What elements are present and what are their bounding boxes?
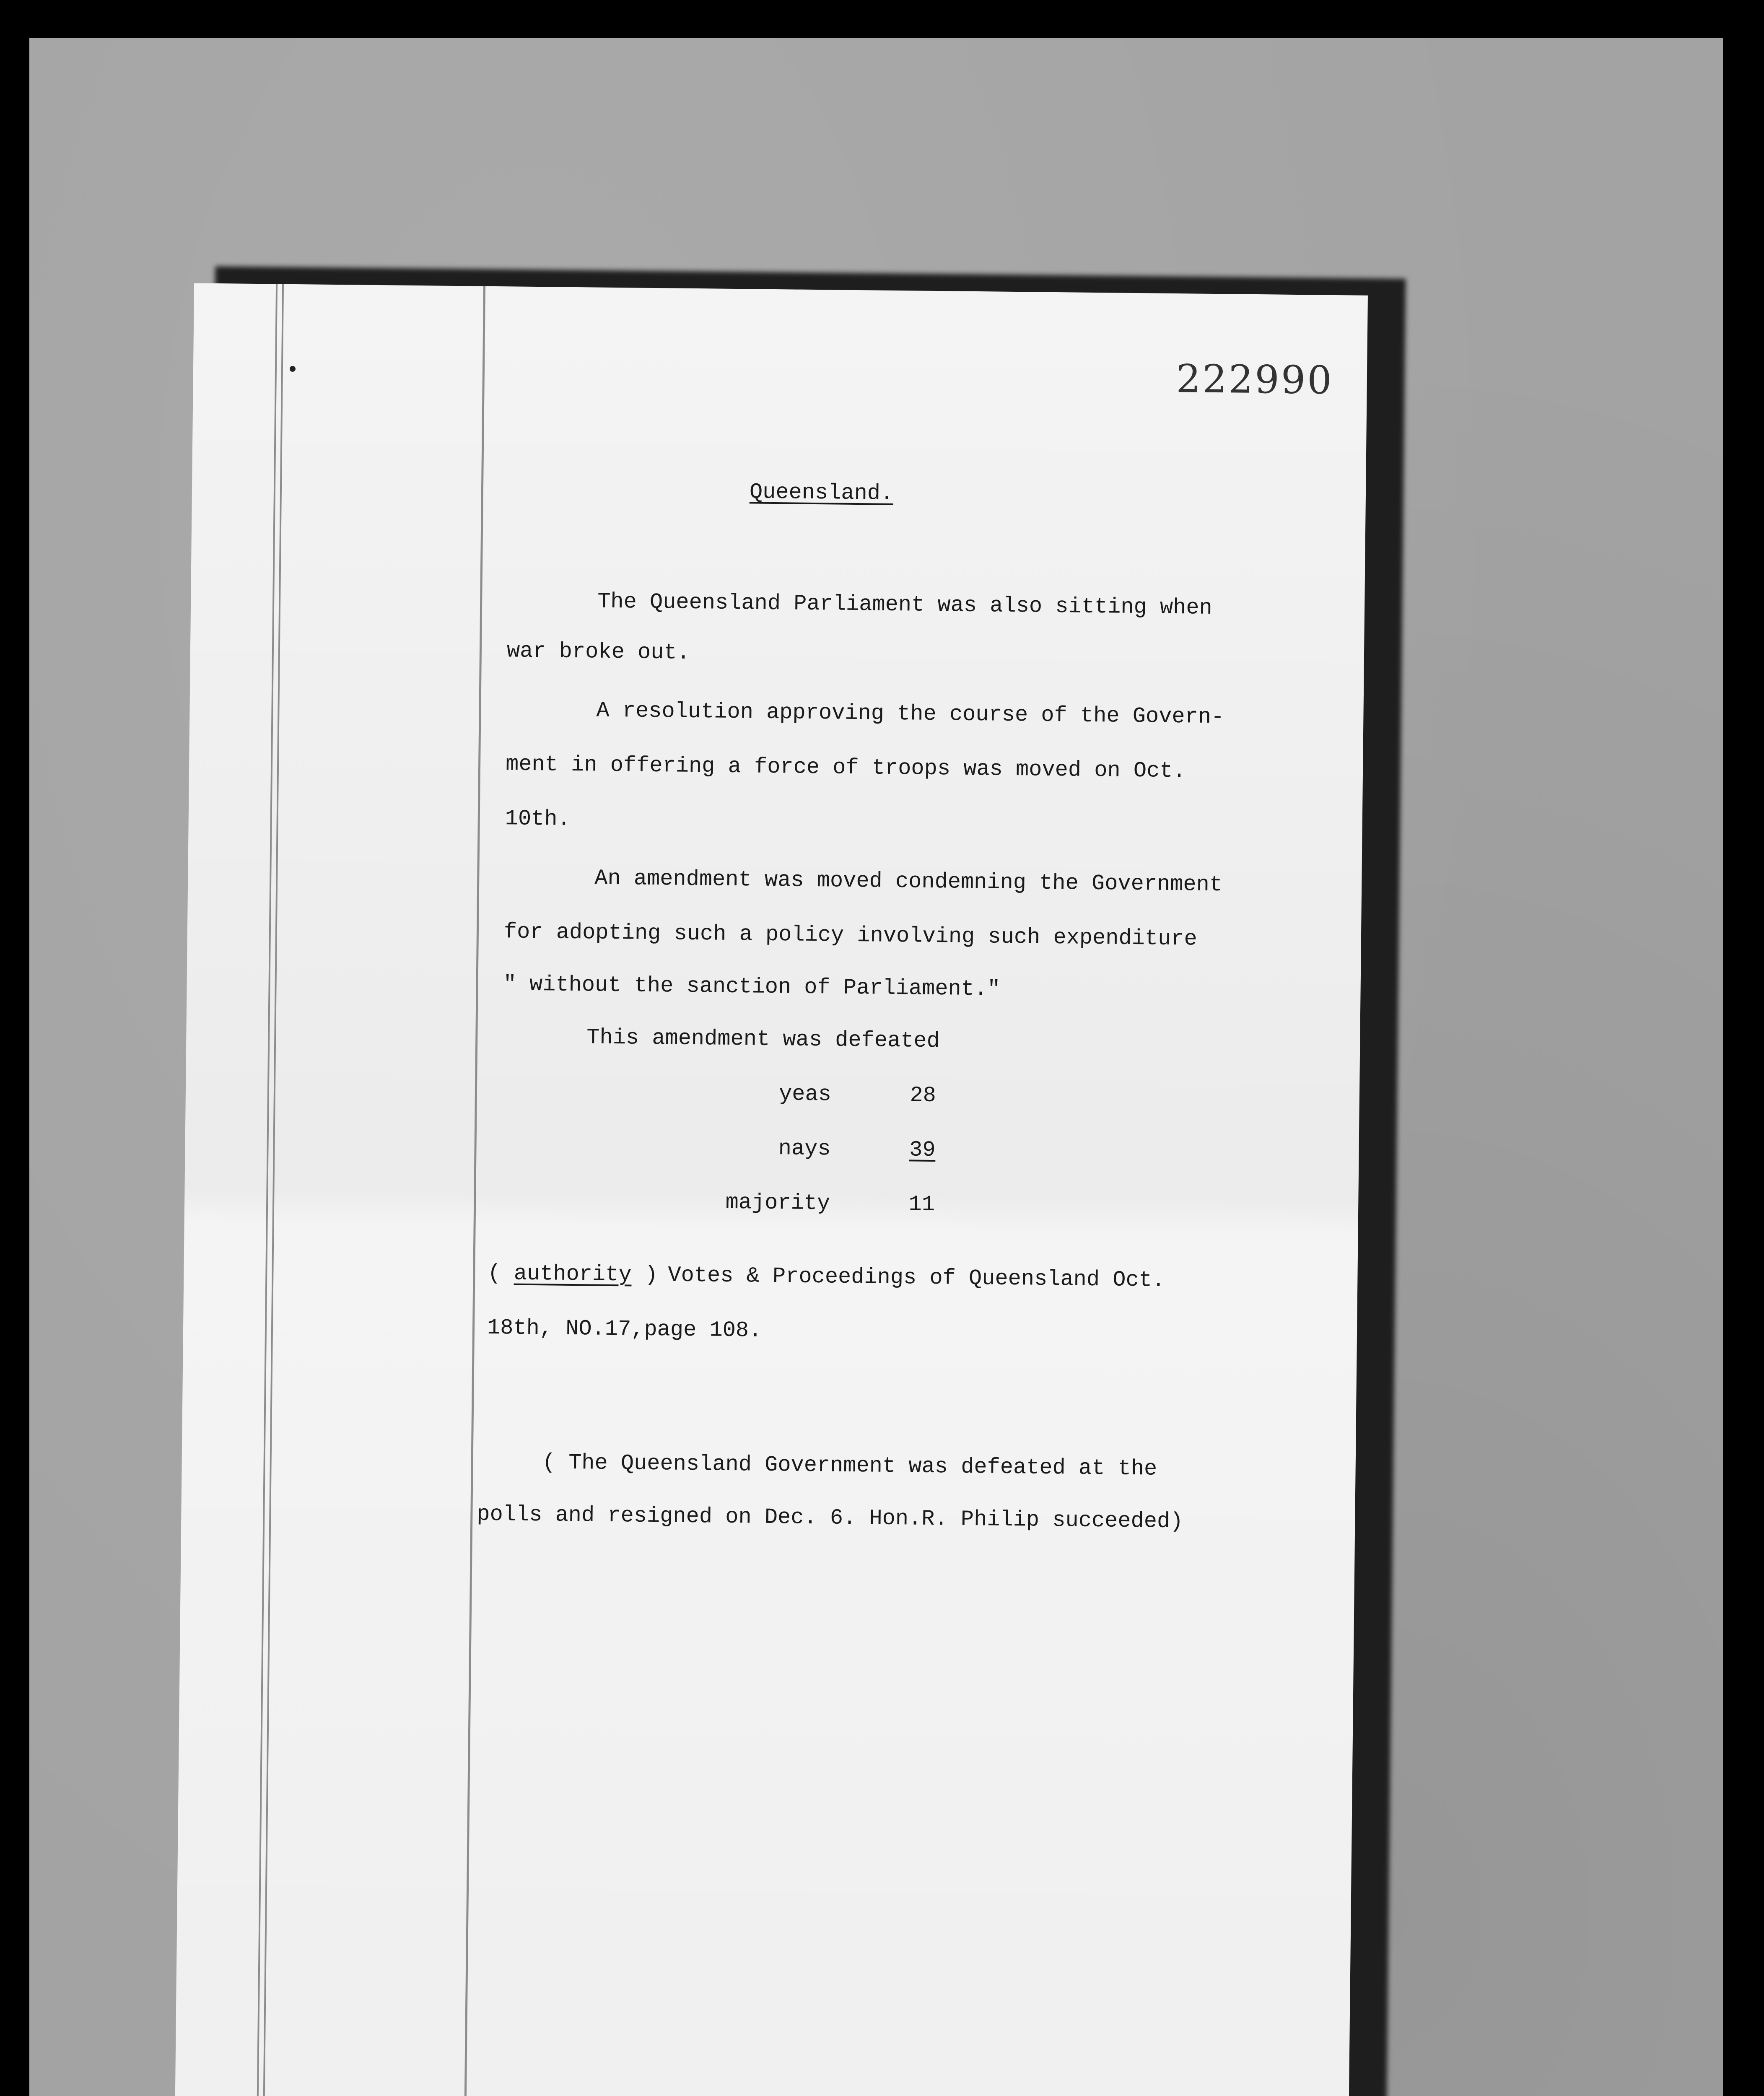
paragraph-line: " without the sanction of Parliament."	[503, 972, 1001, 1002]
document-title: Queensland.	[749, 480, 894, 506]
vote-label: majority	[725, 1190, 830, 1216]
paragraph-line: An amendment was moved condemning the Government	[594, 866, 1223, 898]
vote-value: 28	[910, 1083, 936, 1108]
paragraph-line: for adopting such a policy involving such expenditure	[503, 919, 1198, 952]
vote-value: 39	[909, 1137, 936, 1163]
microfilm-frame	[29, 38, 1723, 2096]
paragraph-line: 10th.	[505, 806, 571, 832]
document-sheet	[175, 283, 1368, 2096]
punch-mark	[290, 366, 296, 372]
authority-citation: Votes & Proceedings of Queensland Oct.	[668, 1263, 1165, 1293]
note-line: polls and resigned on Dec. 6. Hon.R. Philip succeeded)	[477, 1502, 1183, 1534]
vote-label: yeas	[778, 1082, 832, 1107]
paragraph-line: The Queensland Parliament was also sitting when	[597, 589, 1213, 620]
authority-citation: 18th, NO.17,page 108.	[487, 1315, 762, 1343]
document-number: 222990	[1176, 356, 1334, 403]
authority-label: ( authority )	[488, 1261, 658, 1288]
margin-line	[464, 286, 485, 2096]
paragraph-line: ment in offering a force of troops was moved on Oct.	[505, 752, 1186, 784]
authority-label-underlined: authority	[514, 1261, 632, 1287]
paragraph-line: A resolution approving the course of the Govern-	[596, 698, 1224, 730]
note-line: ( The Queensland Government was defeated at the	[542, 1450, 1157, 1481]
paragraph-line: This amendment was defeated	[586, 1025, 940, 1054]
vote-value: 11	[908, 1192, 935, 1217]
vote-label: nays	[778, 1136, 831, 1162]
paragraph-line: war broke out.	[506, 638, 690, 665]
